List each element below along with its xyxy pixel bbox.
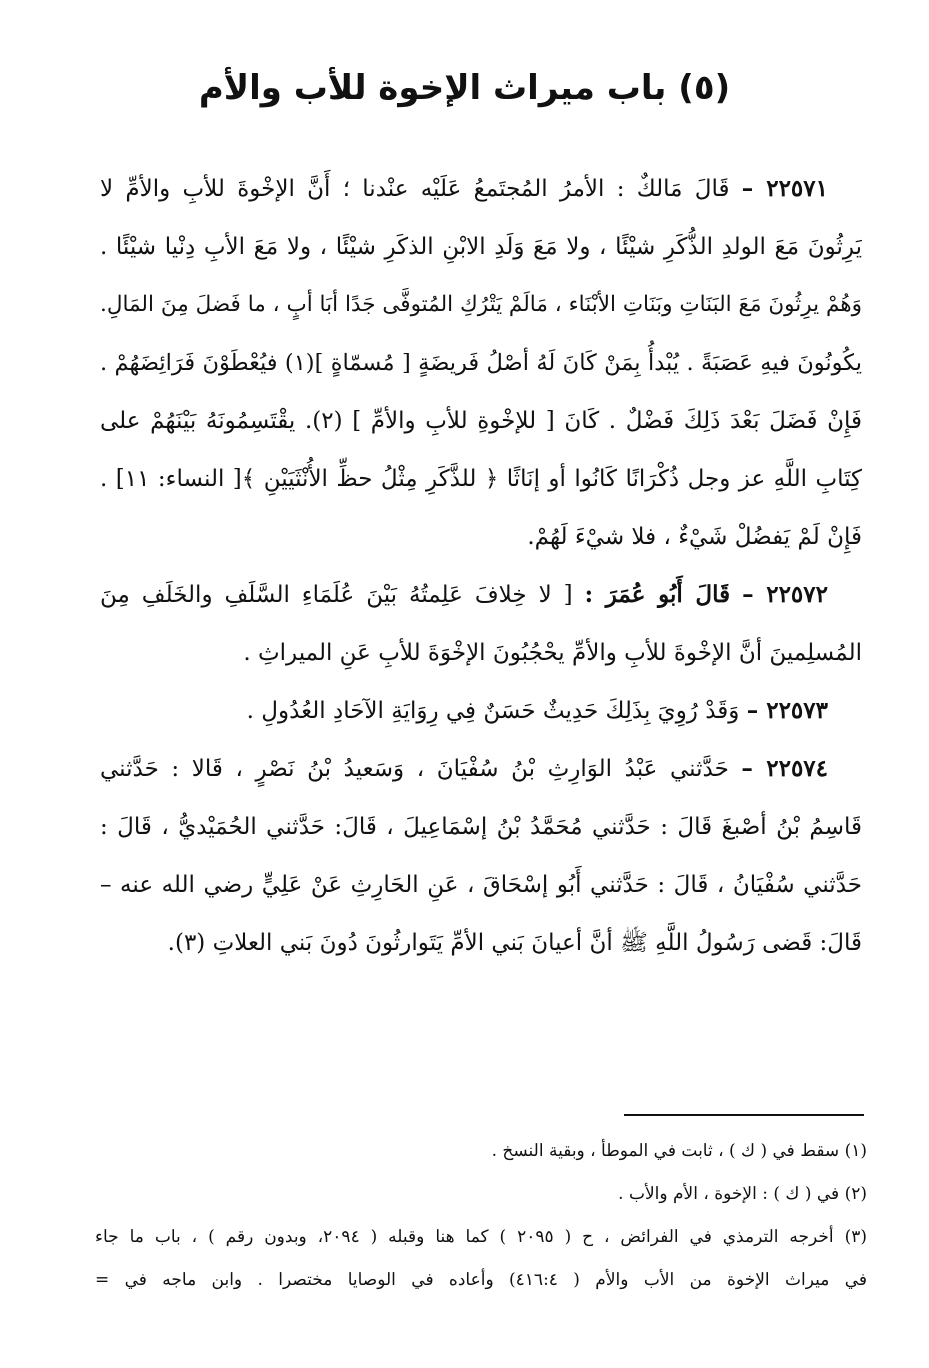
text-line: قَاسِمُ بْنُ أصْبغَ قَالَ : حَدَّثني مُحَمَّدُ بْنُ إسْمَاعِيلَ ، قَالَ: حَدَّثني الحُمَيْديُّ ، قَالَ : bbox=[100, 814, 862, 840]
text-line: المُسلِمينَ أنَّ الإخْوةَ للأبِ والأمِّ يحْجُبُونَ الإخْوَةَ للأبِ عَنِ الميراثِ . bbox=[243, 640, 862, 666]
text-line: فَإِنْ فَضَلَ بَعْدَ ذَلِكَ فَضْلٌ . كَانَ [ للإخْوةِ للأبِ والأمِّ ] (٢). يقْتَسِمُونَهُ بَيْنَهُمْ على bbox=[100, 408, 862, 434]
paragraph-number: ٢٢٥٧٣ – bbox=[746, 697, 828, 724]
text-line: كِتَابِ اللَّهِ عز وجل ذُكْرَانًا كَانُوا أو إنَاثًا ﴿ للذَّكَرِ مِثْلُ حظِّ الأُنْثَيَيْنِ ﴾[ النساء: ١١] . bbox=[100, 466, 862, 492]
text-line bbox=[100, 160, 862, 218]
text-span: قَالَ مَالكٌ : الأمرُ المُجتَمعُ عَلَيْه عنْدنا ؛ أَنَّ الإخْوةَ للأبِ والأمِّ لا bbox=[100, 176, 730, 202]
text-span: حَدَّثني عَبْدُ الوَارِثِ بْنُ سُفْيَانَ ، وَسَعيدُ بْنُ نَصْرٍ ، قَالا : حَدَّثني bbox=[100, 756, 729, 782]
text-line: فَإِنْ لَمْ يَفضُلْ شَيْءٌ ، فلا شيْءَ لَهُمْ. bbox=[527, 524, 862, 550]
footnote: في ميراث الإخوة من الأب والأم ( ٤١٦:٤) وأعاده في الوصايا مختصرا . وابن ماجه في = bbox=[95, 1270, 867, 1290]
paragraph-number: ٢٢٥٧٢ – bbox=[742, 581, 828, 608]
text-line bbox=[100, 740, 862, 798]
footnote-divider bbox=[624, 1114, 864, 1116]
text-span: [ لا خِلافَ عَلِمتُهُ بَيْنَ عُلَمَاءِ السَّلَفِ والخَلَفِ مِنَ bbox=[100, 582, 573, 608]
speaker-label: قَالَ أَبُو عُمَرَ : bbox=[584, 581, 731, 608]
text-line bbox=[100, 566, 862, 624]
chapter-title: (٥) باب ميراث الإخوة للأب والأم bbox=[198, 68, 731, 108]
text-line bbox=[100, 682, 862, 740]
text-line: حَدَّثني سُفْيَانُ ، قَالَ : حَدَّثني أَبُو إسْحَاقَ ، عَنِ الحَارِثِ عَنْ عَلِيٍّ رضي الله عنه – bbox=[100, 872, 862, 898]
text-span: وَقَدْ رُوِيَ بِذَلِكَ حَدِيثٌ حَسَنٌ فِي رِوَايَةِ الآحَادِ العُدُولِ . bbox=[246, 698, 740, 724]
paragraph-number: ٢٢٥٧٤ – bbox=[741, 755, 829, 782]
text-line: قَالَ: قَضى رَسُولُ اللَّهِ ﷺ أنَّ أعيانَ بَني الأمِّ يَتَوارثُونَ دُونَ بَني العلاتِ (٣). bbox=[167, 930, 862, 956]
text-line: وَهُمْ يرِثُونَ مَعَ البَنَاتِ وبَنَاتِ الأبْنَاء ، مَالَمْ يَتْرُكِ المُتوفَّى جَدًا أبَا أبٍ ، ما فَضلَ مِنَ المَالِ. bbox=[100, 292, 862, 317]
text-line: يَرِثُونَ مَعَ الولدِ الذُّكَرِ شيْئًا ، ولا مَعَ وَلَدِ الابْنِ الذكَرِ شيْئًا ، ولا مَعَ الأبِ دِنْيا شيْئًا . bbox=[100, 234, 862, 260]
main-text bbox=[100, 160, 862, 972]
paragraph-number: ٢٢٥٧١ – bbox=[741, 175, 828, 202]
footnotes bbox=[95, 1130, 867, 1302]
footnote: (٢) في ( ك ) : الإخوة ، الأم والأب . bbox=[618, 1184, 867, 1204]
footnote: (٣) أخرجه الترمذي في الفرائض ، ح ( ٢٠٩٥ ) كما هنا وقبله ( ٢٠٩٤، وبدون رقم ) ، باب ما جاء bbox=[95, 1227, 867, 1247]
text-line: يكُونُونَ فيهِ عَصَبَةً . يُبْدأُ بِمَنْ كَانَ لَهُ أصْلُ فَريضَةٍ [ مُسمّاةٍ ](١) فيُعْطَوْنَ فَرَائِضَهُمْ . bbox=[100, 350, 862, 376]
footnote: (١) سقط في ( ك ) ، ثابت في الموطأ ، وبقية النسخ . bbox=[491, 1141, 867, 1161]
